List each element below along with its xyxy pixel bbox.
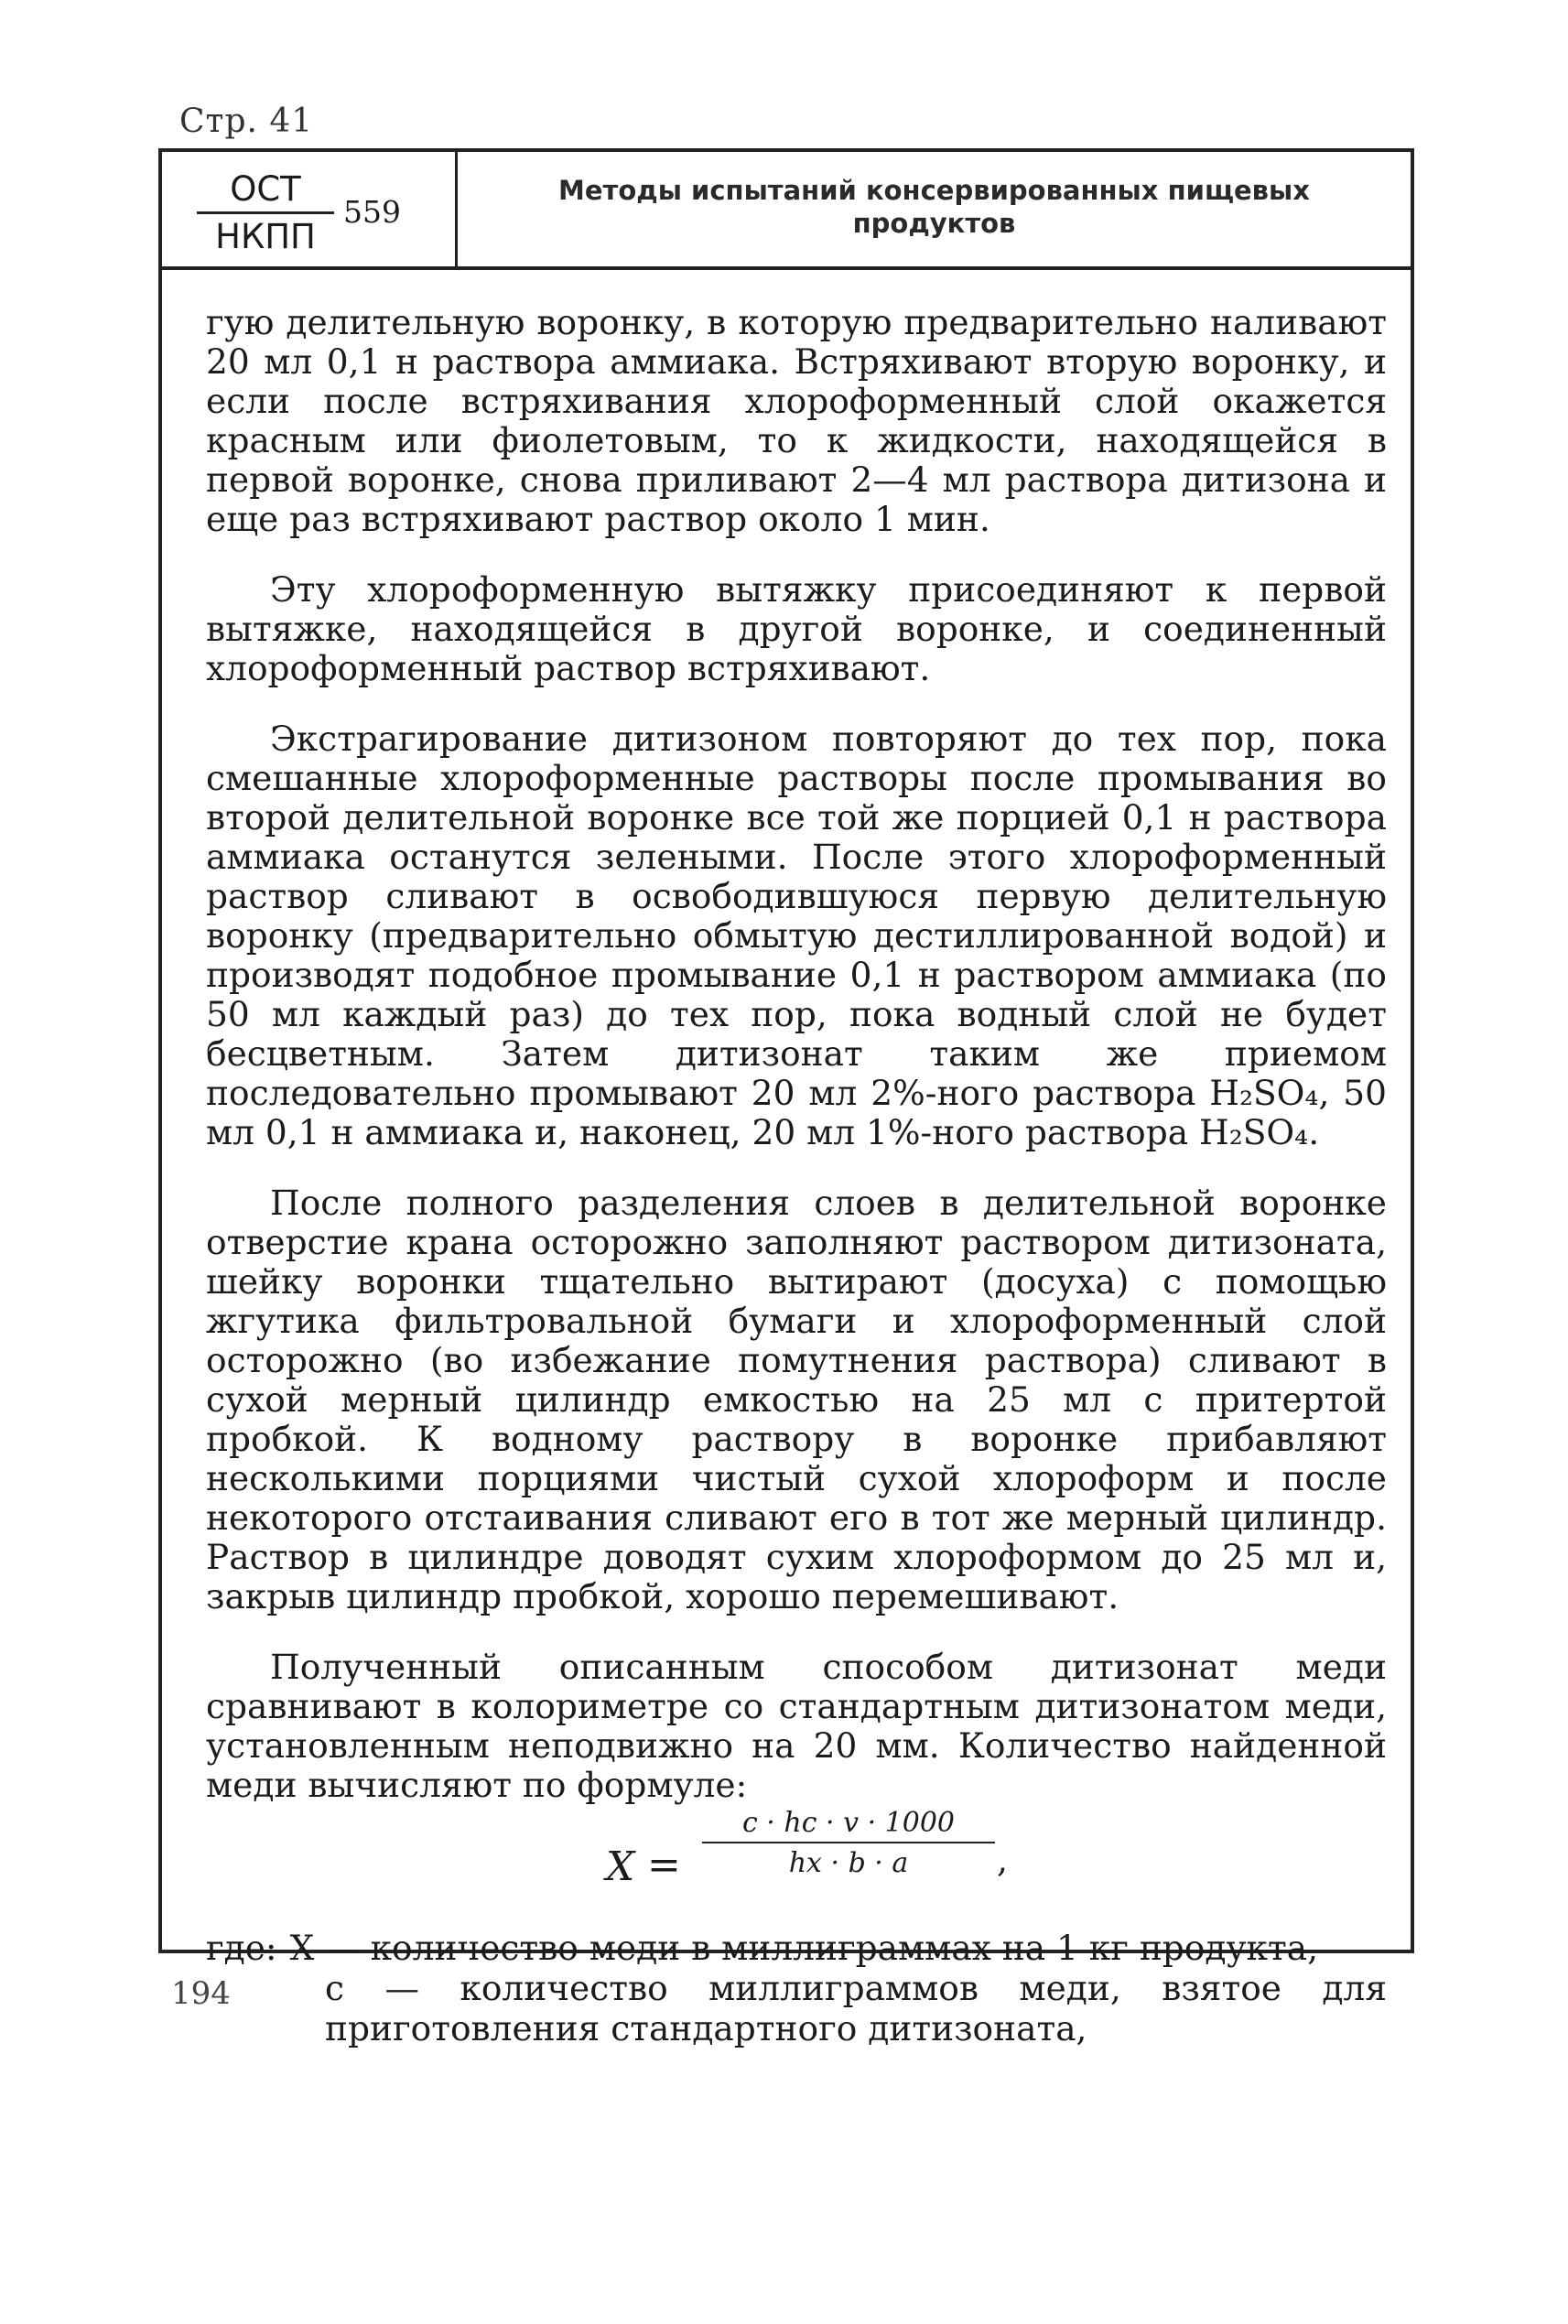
- variable-definitions: [206, 1928, 1387, 2048]
- title-line-2: продуктов: [852, 208, 1016, 240]
- standard-designation: [162, 152, 458, 266]
- ost-numerator: ОСТ: [197, 172, 334, 214]
- formula-trail: ,: [997, 1840, 1009, 1880]
- definition-c: c — количество миллиграммов меди, взятое для приготовления стандартного дитизоната,: [325, 1968, 1387, 2048]
- page-number: 194: [171, 1975, 231, 2012]
- page-label: Стр. 41: [179, 103, 314, 140]
- ost-fraction: [197, 169, 334, 256]
- header: [162, 152, 1411, 270]
- title-line-1: Методы испытаний консервированных пищевых: [558, 175, 1310, 206]
- definition-x-text: X — количество меди в миллиграммах на 1 кг продукта,: [289, 1928, 1319, 1968]
- body-text: [206, 303, 1387, 1805]
- document-title: [458, 152, 1411, 266]
- paragraph-1: гую делительную воронку, в которую предварительно наливают 20 мл 0,1 н раствора аммиака. Встряхивают вторую воронку, и если после встряхивания хлороформенный слой окажется красным или фиолетовым, то к жидкости, находящейся в первой воронке, снова приливают 2—4 мл раствора дитизона и еще раз встряхивают раствор около 1 мин.: [206, 302, 1387, 539]
- paragraph-5: Полученный описанным способом дитизонат меди сравнивают в колориметре со стандартным дитизонатом меди, установленным неподвижно на 20 мм. Количество найденной меди вычисляют по формуле:: [206, 1647, 1387, 1805]
- ost-code: 559: [343, 194, 401, 230]
- formula-denominator: hx · b · a: [788, 1847, 909, 1879]
- where-lead: где:: [206, 1928, 277, 1968]
- paragraph-2: Эту хлороформенную вытяжку присоединяют к первой вытяжке, находящейся в другой воронке, и соединенный хлороформенный раствор встряхивают.: [206, 569, 1387, 688]
- formula-fraction: [702, 1807, 995, 1879]
- definition-x: [206, 1928, 1387, 1968]
- ost-denominator: НКПП: [215, 217, 316, 256]
- paragraph-4: После полного разделения слоев в делительной воронке отверстие крана осторожно заполняют раствором дитизоната, шейку воронки тщательно вытирают (досуха) с помощью жгутика фильтровальной бумаги и хлороформенный слой осторожно (во избежание помутнения раствора) сливают в сухой мерный цилиндр емкостью на 25 мл с притертой пробкой. К водному раствору в воронке прибавляют несколькими порциями чистый сухой хлороформ и после некоторого отстаивания сливают его в тот же мерный цилиндр. Раствор в цилиндре доводят сухим хлороформом до 25 мл и, закрыв цилиндр пробкой, хорошо перемешивают.: [206, 1183, 1387, 1616]
- formula-equals: =: [647, 1842, 681, 1888]
- paragraph-3: Экстрагирование дитизоном повторяют до тех пор, пока смешанные хлороформенные растворы после промывания во второй делительной воронке все той же порцией 0,1 н раствора аммиака останутся зелеными. После этого хлороформенный раствор сливают в освободившуюся первую делительную воронку (предварительно обмытую дестиллированной водой) и производят подобное промывание 0,1 н раствором аммиака (по 50 мл каждый раз) до тех пор, пока водный слой не будет бесцветным. Затем дитизонат таким же приемом последовательно промывают 20 мл 2%-ного раствора H₂SO₄, 50 мл 0,1 н аммиака и, наконец, 20 мл 1%-ного раствора H₂SO₄.: [206, 719, 1387, 1152]
- formula-numerator: c · hc · v · 1000: [702, 1807, 995, 1843]
- formula-lhs: X: [606, 1843, 635, 1890]
